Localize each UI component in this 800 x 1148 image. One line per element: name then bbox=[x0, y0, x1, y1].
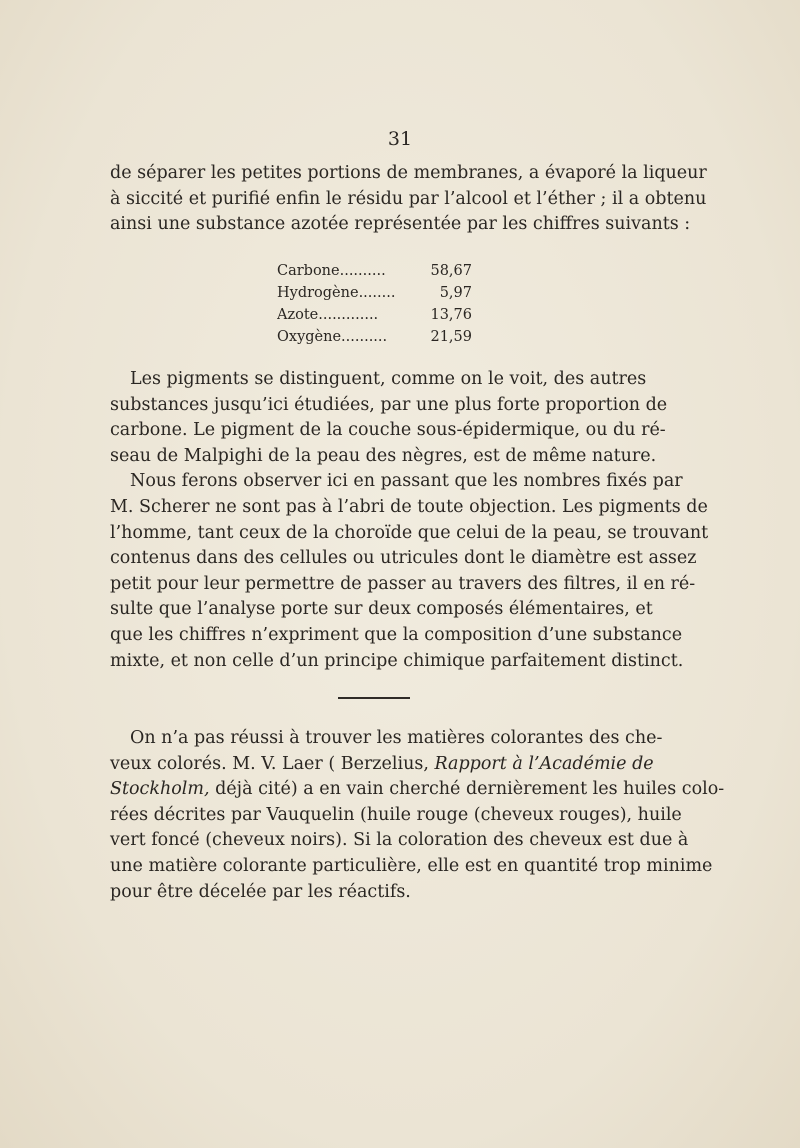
text-line: que les chiffres n’expriment que la composition d’une substance bbox=[110, 624, 683, 645]
element-value: 5,97 bbox=[439, 285, 472, 301]
element-label: Carbone.......... bbox=[277, 263, 386, 279]
text-line: seau de Malpighi de la peau des nègres, est de même nature. bbox=[110, 445, 657, 466]
text-line: Les pigments se distinguent, comme on le voit, des autres bbox=[130, 369, 647, 389]
text-line: sulte que l’analyse porte sur deux composés élémentaires, et bbox=[110, 599, 653, 620]
text-line bbox=[110, 777, 725, 803]
element-label: Oxygène.......... bbox=[277, 329, 388, 345]
paragraph-hair-colour bbox=[110, 726, 725, 905]
text-line: l’homme, tant ceux de la choroïde que celui de la peau, se trouvant bbox=[110, 522, 709, 543]
text-line: M. Scherer ne sont pas à l’abri de toute objection. Les pigments de bbox=[110, 496, 708, 517]
table-row bbox=[277, 304, 472, 326]
table-row bbox=[277, 326, 472, 348]
text-line: petit pour leur permettre de passer au travers des filtres, il en ré- bbox=[110, 573, 696, 594]
table-row bbox=[277, 260, 472, 282]
element-value: 21,59 bbox=[430, 329, 472, 345]
page-number: 31 bbox=[387, 128, 413, 150]
table-row bbox=[277, 282, 472, 304]
paragraph-pigments bbox=[110, 367, 709, 674]
element-label: Azote............. bbox=[277, 307, 379, 323]
paragraph-method bbox=[110, 161, 707, 238]
text-line: de séparer les petites portions de membranes, a évaporé la liqueur bbox=[110, 163, 707, 183]
section-divider bbox=[338, 697, 410, 699]
citation-title: Rapport à l’Académie de bbox=[434, 753, 654, 774]
citation-title: Stockholm, bbox=[110, 779, 210, 800]
text-line: contenus dans des cellules ou utricules dont le diamètre est assez bbox=[110, 548, 697, 569]
element-label: Hydrogène........ bbox=[277, 285, 396, 301]
text-line bbox=[110, 752, 654, 778]
text-line: une matière colorante particulière, elle est en quantité trop minime bbox=[110, 855, 713, 876]
text-line: substances jusqu’ici étudiées, par une plus forte proportion de bbox=[110, 394, 668, 415]
text-line: pour être décelée par les réactifs. bbox=[110, 881, 411, 902]
text-line: carbone. Le pigment de la couche sous-épidermique, ou du ré- bbox=[110, 420, 666, 441]
text-line: vert foncé (cheveux noirs). Si la coloration des cheveux est due à bbox=[110, 830, 689, 851]
text-line: à siccité et purifié enfin le résidu par l’alcool et l’éther ; il a obtenu bbox=[110, 188, 707, 209]
text-line: ainsi une substance azotée représentée par les chiffres suivants : bbox=[110, 214, 691, 235]
text-line: Nous ferons observer ici en passant que les nombres fixés par bbox=[130, 471, 683, 492]
element-value: 58,67 bbox=[430, 263, 472, 279]
text-segment: déjà cité) a en vain cherché dernièrement les huiles colo- bbox=[209, 779, 725, 800]
text-line: On n’a pas réussi à trouver les matières colorantes des che- bbox=[130, 728, 663, 748]
element-value: 13,76 bbox=[430, 307, 472, 323]
composition-table bbox=[277, 260, 472, 348]
text-line: mixte, et non celle d’un principe chimique parfaitement distinct. bbox=[110, 650, 684, 671]
text-segment: veux colorés. M. V. Laer ( Berzelius, bbox=[110, 753, 435, 774]
text-line: rées décrites par Vauquelin (huile rouge (cheveux rouges), huile bbox=[110, 804, 682, 825]
